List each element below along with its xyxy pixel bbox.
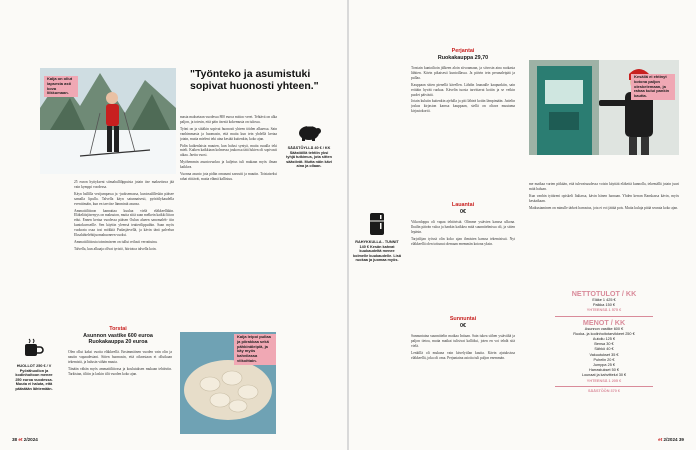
fridge-sidebar: RAHYKKULLA - TUNNIT 140 € Kesän kahvat kuukaudeltä menee kolmelle kuukaudelle. Lisä ruokaa ja juomaa myös. <box>353 240 401 263</box>
cost-line: Harrastukset 50 € <box>589 368 619 373</box>
paragraph: Talvella, kun alkaaja ollvat tyristö, hiirtotoa talvella koin. <box>74 246 157 251</box>
lauantai-text <box>411 220 515 308</box>
cost-line: Bensa 30 € <box>594 342 614 347</box>
income-total: YHTEENSÄ 1 575 € <box>586 308 622 313</box>
paragraph: Työni on ja siitäkin sopivat huonosti yhteen töiden alkaessa. Sain vanhimmasta ja huomasin, että mutta kun tein yhdellä kertaa jotain, mutta mieleni teki aina kestää kuitenkin, koko ajan. <box>180 126 277 141</box>
paragraph: Kun vanhin tyttäreni opiskeli Italiassa, kävin hänen luonaan. Yhden kerran Ranskassa kävin, myös kesäaikaan. <box>529 193 679 203</box>
costs-title: MENOT / KK <box>582 317 626 327</box>
paragraph: Viikonloppu oli vapaa tehtävistä. Olimme ystävien kanssa ulkona. Ihailin päivän valoa ja hankin kaikkea mitä suunnitelmissa oli, ja sitten lepäsin. <box>411 220 515 234</box>
piggy-bank-icon <box>296 122 322 142</box>
paragraph: Lenkillä oli mukana vain kävelytilan kautta. Kävin ajatuksissa eläkkeellä, joka oli oma. Perjantaina asioita tuli paljon enemmän. <box>411 350 515 360</box>
paragraph: Käyn hallilla vesijumpassa ja -juoksemassa, kuntosalilleskin pääsee samalla lipulla. Talvella käyn satunnaisesti, pyöräilykaudella eventtimäin, kun en tarvitse lämmintä asunsa. <box>74 191 174 206</box>
paragraph: Vuonna asunto jota pidän omanani saavutti ja muutin. Toistaiseksi rahat riittävät, mutta elämä kallistuu. <box>180 172 277 181</box>
sunnuntai-text <box>411 334 515 434</box>
paragraph: Matkustaminen on minulle tärkeä harrastus, jota ei voi jättää pois. Mutta kuluja pitää seurata koko ajan. <box>529 205 679 210</box>
atm-caption: Kesällä ei ehtinyt kotona paljon oleskelemaan, ja rahaa kului pankin kautta. <box>631 74 675 100</box>
savings-total: SÄÄSTÖÖN 370 € <box>587 388 621 393</box>
cost-line: Autoilu 125 € <box>592 337 616 342</box>
right-column-2 <box>529 182 679 266</box>
page-number: 38 <box>12 437 18 442</box>
cost-line: Lounaat ja kahvittelut 30 € <box>581 373 627 378</box>
income-line: Eläke 1 425 € <box>592 298 616 302</box>
perjantai-text <box>411 66 515 198</box>
maintenance-sidebar: HUOLLOT 250 € / V Pyörähuollon ja kodinhoitoon menee 250 euroa vuodessa. Muuta ei haluta, että päästään lähtemään. <box>15 364 53 391</box>
page-number-right <box>658 437 684 442</box>
divider <box>555 386 653 387</box>
issue-number: 2/2024 <box>663 437 678 442</box>
perjantai-heading: Perjantai <box>451 48 475 54</box>
torstai-subheading: Asunnon vastike 600 euroa Ruokakauppa 20 euroa <box>83 333 153 345</box>
paragraph: Ammattilittoon kannattaa kuulua vielä eläkkeelläkin. Eläkeläisjäsenyys on maksuton, mutta siitä saan melkein kaikki liiton edut. Ennen kertaa vuodessa pääsen Oulun alueen sanomaleh- tiin kuntokursseille. Sen käyttin yleensä teatterilippuihin. Saan myös vuokrata osaa tosi mökkiä Pudasjärvellä, ja kävin tänä palvelun Eksalahtelehtijuomahuoneen vuoksi. <box>74 208 174 238</box>
left-column-1 <box>74 180 174 315</box>
issue-number: 2/2024 <box>23 437 38 442</box>
left-page <box>0 0 347 450</box>
coffee-cup-icon <box>22 338 44 360</box>
torstai-text <box>68 350 172 435</box>
paragraph: Ammattiliittosta toimimiseen on tullut reilusti verrattuina. <box>74 239 158 244</box>
costs-total: YHTEENSÄ 1 205 € <box>586 378 622 383</box>
skier-caption: Kalja on ollut lapsesta asti kova liikkumaan. <box>44 76 78 97</box>
lauantai-heading: Lauantai <box>451 202 475 208</box>
left-column-2 <box>180 115 277 330</box>
cost-line: Ruoka- ja kodinhoitotarvikkeet 250 € <box>573 331 635 336</box>
paragraph: Kauppaan sitten pienellä kävellen. Lähdin lounaalle kaupunkiin, sain erittäin hyvää ruokaa. Kävelin tuosta tarvittavat kotiin ja se veikin puolet päivästä. <box>411 82 515 97</box>
paragraph: Tänään vähän myös ammattiliitossa ja koulutuksen mukaan tehtäviin. Tarkistan, tilitin ja laskin tilit vuoden koko ajan. <box>68 366 172 376</box>
torstai-heading: Torstai <box>109 326 127 332</box>
divider <box>555 316 653 317</box>
paragraph: Sunnuntaina suunnittelin matkaa Intiaan. Sain tukea siihen ystävältä ja paljon tietoa, mutta matkat tulisivat kalliiksi, joten en voi tehdä sitä vielä. <box>411 334 515 348</box>
paragraph: Myöhemmin asuntovuokra ja kuljetus tuli mukaan myös ilman kaikkea. <box>180 160 277 170</box>
pull-quote: "Työnteko ja asumistuki sopivat huonosti yhteen." <box>190 68 319 92</box>
page-number: 39 <box>678 437 684 442</box>
food-caption: Kalja leipoi pullaa ja piirakkaa sekä pähkinäleipiä, ja käy myös kahvilassa viikoittain. <box>234 334 276 365</box>
right-page <box>349 0 696 450</box>
cost-line: Asunnon vastike 600 € <box>584 326 624 331</box>
paragraph: Olen ollut kaksi vuotta eläkkeellä. Ensimmäinen vuoden vain olin ja nautin vapaudestani. Sitten huomasin, että oikeastaan ei ollutkaan tekemistä, ja halusin vähän muuta. <box>68 350 172 364</box>
cost-line: Puhelin 20 € <box>593 357 615 362</box>
cost-line: Vakuutukset 35 € <box>589 352 619 357</box>
paragraph: Tarjoilijan työssä olin koko ajan ihmisten kanssa tekemisissä. Nyt eläkkeellä olen tottunut olemaan enemmän kotona yksin. <box>411 236 515 246</box>
sunnuntai-heading: Sunnuntai <box>449 316 477 322</box>
fridge-icon <box>369 212 385 236</box>
cost-line: Jumppa 25 € <box>593 363 615 368</box>
paragraph: Jotain kulutin kuitenkin ajelulla ja piti lähteä kotiin lämpimään. Juttelin joskus kirjaston kanssa kauppaan, siellä on oltava muutama kirjastokortti. <box>411 99 515 114</box>
paragraph: 25 euron hyttykseni siimahallilippuista jotain itse maksettava jää vain kymppi voodessa. <box>74 180 174 189</box>
income-line: Palkka 150 € <box>593 303 615 308</box>
paragraph: Pidin kaikenlaista muuten, kun halusi syntyä, mutta ruualla teki mieli. Kaiken kaikkiaan kolmessa joukossa tätä lukien oli sopivasti aikaa. Jaettu vuosi. <box>180 143 277 158</box>
sunnuntai-subheading: 0€ <box>460 323 466 329</box>
page-number-left <box>12 437 38 442</box>
perjantai-subheading: Ruokakauppa 29,70 <box>437 55 489 61</box>
magazine-logo: et <box>658 437 663 442</box>
savings-sidebar: SÄÄSTÖYLLÄ 40 € / KK Säästöillä tehtiin yksi tyhjä tutkimus, jota sitten säästivät. Mutta näin kävi aina ja ollaan. <box>286 146 332 169</box>
income-title: NETTOTULOT / KK <box>571 289 637 298</box>
magazine-logo: et <box>18 437 23 442</box>
paragraph: masta maksetaan vuodessa 800 euroa mittoo veret. Tehtävä on alka paljon, ja totesin, että päin itsestä kokemusta on tulossa. <box>180 115 277 124</box>
lauantai-subheading: 0€ <box>460 209 466 215</box>
paragraph: Torstain kuntoiltoin jälkeen aloin siivoamaan, ja siivosin aina ruokasta lähtien. Kävin pikaisesti kuntoillassa. Ja päivin tein perunaleipää ja pullaa. <box>411 66 515 80</box>
budget-box <box>549 290 659 440</box>
cost-line: Sähkö 40 € <box>594 347 614 352</box>
paragraph: me matkaa varten pitkään, että tulevaisuudessa voisin käyttää eläkettä kunnolla, tekemällä jotain juuri mitä haluan. <box>529 182 679 191</box>
